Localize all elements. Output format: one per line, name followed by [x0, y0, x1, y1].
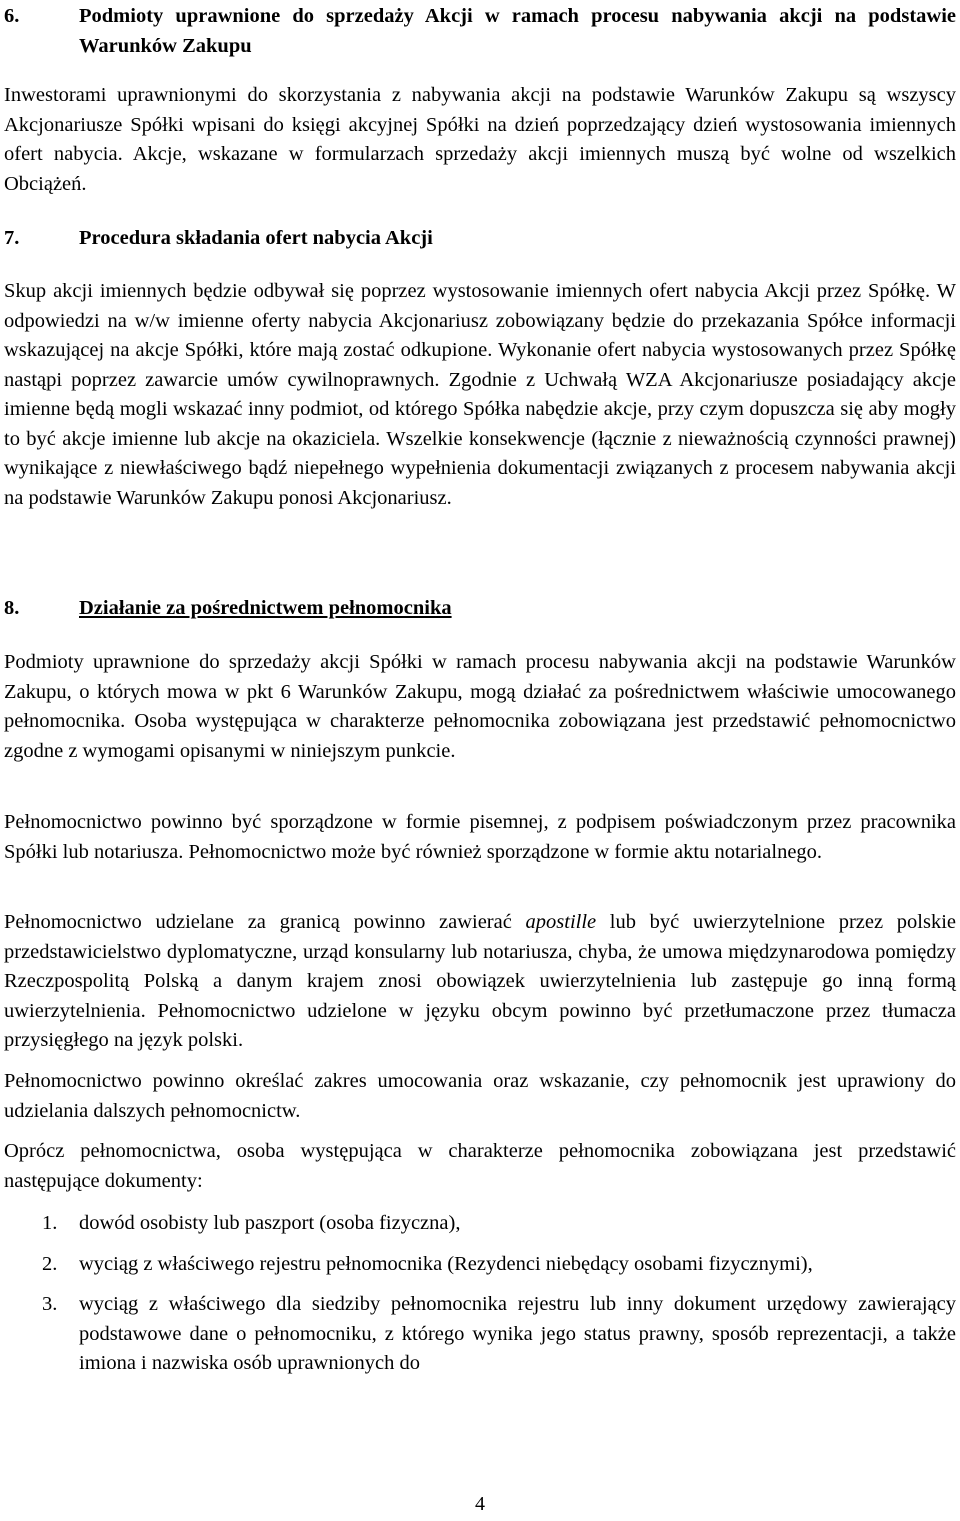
list-item-text: wyciąg z właściwego rejestru pełnomocnika (Rezydenci niebędący osobami fizycznymi),: [79, 1252, 813, 1275]
section-7-title: Procedura składania ofert nabycia Akcji: [79, 227, 433, 249]
section-8-paragraph-1: Podmioty uprawnione do sprzedaży akcji Spółki w ramach procesu nabywania akcji na podstawie Warunków Zakupu, o których mowa w pkt 6 Warunków Zakupu, mogą działać za pośrednictwem właściwie umocowanego pełnomocnika. Osoba występująca w charakterze pełnomocnika zobowiązana jest przedstawić pełnomocnictwo zgodne z wymogami opisanymi w niniejszym punkcie.: [4, 651, 956, 762]
section-8-body-5: [4, 1137, 956, 1196]
list-item-number: 3.: [42, 1293, 58, 1315]
section-6-body: [4, 81, 956, 199]
documents-list: [4, 1209, 956, 1390]
section-8-paragraph-3: [4, 908, 956, 1056]
section-8-body: [4, 648, 956, 766]
section-8-body-3: [4, 908, 956, 1056]
section-8-paragraph-4: Pełnomocnictwo powinno określać zakres umocowania oraz wskazanie, czy pełnomocnik jest uprawiony do udzielania dalszych pełnomocnictw.: [4, 1070, 956, 1122]
section-6-number: 6.: [4, 5, 20, 27]
section-8-paragraph-2: Pełnomocnictwo powinno być sporządzone w formie pisemnej, z podpisem poświadczonym przez pracownika Spółki lub notariusza. Pełnomocnictwo może być również sporządzone w formie aktu notarialnego.: [4, 811, 956, 863]
section-7-number: 7.: [4, 227, 20, 249]
list-item: [4, 1250, 956, 1280]
section-6-paragraph-1: Inwestorami uprawnionymi do skorzystania z nabywania akcji na podstawie Warunków Zakupu są wszyscy Akcjonariusze Spółki wpisani do księgi akcyjnej Spółki na dzień poprzedzający dzień wystosowania imiennych ofert nabycia. Akcje, wskazane w formularzach sprzedaży akcji imiennych muszą być wolne od wszelkich Obciążeń.: [4, 84, 956, 195]
section-8-heading: [4, 594, 956, 624]
section-8-body-2: [4, 808, 956, 867]
section-7-body: [4, 277, 956, 513]
section-8-paragraph-5: Oprócz pełnomocnictwa, osoba występująca w charakterze pełnomocnika zobowiązana jest przedstawić następujące dokumenty:: [4, 1140, 956, 1192]
list-item-text: wyciąg z właściwego dla siedziby pełnomocnika rejestru lub inny dokument urzędowy zawierający podstawowe dane o pełnomocniku, z którego wynika jego status prawny, sposób reprezentacji, a także imiona i nazwiska osób uprawnionych do: [79, 1293, 956, 1374]
list-item: [4, 1209, 956, 1239]
list-item-number: 2.: [42, 1252, 58, 1275]
list-item-number: 1.: [42, 1212, 58, 1234]
page-number: 4: [475, 1493, 485, 1515]
section-6-title: Podmioty uprawnione do sprzedaży Akcji w ramach procesu nabywania akcji na podstawie Warunków Zakupu: [79, 5, 956, 57]
section-8-body-4: [4, 1067, 956, 1126]
section-7-paragraph-1: Skup akcji imiennych będzie odbywał się poprzez wystosowanie imiennych ofert nabycia Akcji przez Spółkę. W odpowiedzi na w/w imienne oferty nabycia Akcjonariusz zobowiązany będzie do przekazania Spółce informacji wskazującej na akcje Spółki, które mają zostać odkupione. Wykonanie ofert nabycia wystosowanych przez Spółkę nastąpi poprzez zawarcie umów cywilnoprawnych. Zgodnie z Uchwałą WZA Akcjonariusze posiadający akcje imienne będą mogli wskazać inny podmiot, od którego Spółka nabędzie akcje, przy czym dopuszcza się aby mogły to być akcje imienne lub akcje na okaziciela. Wszelkie konsekwencje (łącznie z nieważnością czynności prawnej) wynikające z niewłaściwego bądź niepełnego wypełnienia dokumentacji związanych z procesem nabywania akcji na podstawie Warunków Zakupu ponosi Akcjonariusz.: [4, 280, 956, 509]
section-8-number: 8.: [4, 597, 20, 619]
paragraph-3-end: lub być uwierzytelnione przez polskie przedstawicielstwo dyplomatyczne, urząd konsularny lub notariusza, chyba, że umowa międzynarodowa pomiędzy Rzeczpospolitą Polską a danym krajem znosi obowiązek uwierzytelnienia lub zastępuje go inną formą uwierzytelnienia. Pełnomocnictwo udzielone w języku obcym powinno być przetłumaczone przez tłumacza przysięgłego na język polski.: [4, 911, 956, 1051]
apostille-term: apostille: [525, 911, 597, 933]
list-item-text: dowód osobisty lub paszport (osoba fizyczna),: [79, 1212, 461, 1234]
section-6-heading: [4, 2, 956, 61]
list-item: [4, 1290, 956, 1379]
section-8-title: Działanie za pośrednictwem pełnomocnika: [79, 597, 452, 619]
section-7-heading: [4, 224, 956, 254]
paragraph-3-start: Pełnomocnictwo udzielane za granicą powinno zawierać: [4, 911, 526, 933]
